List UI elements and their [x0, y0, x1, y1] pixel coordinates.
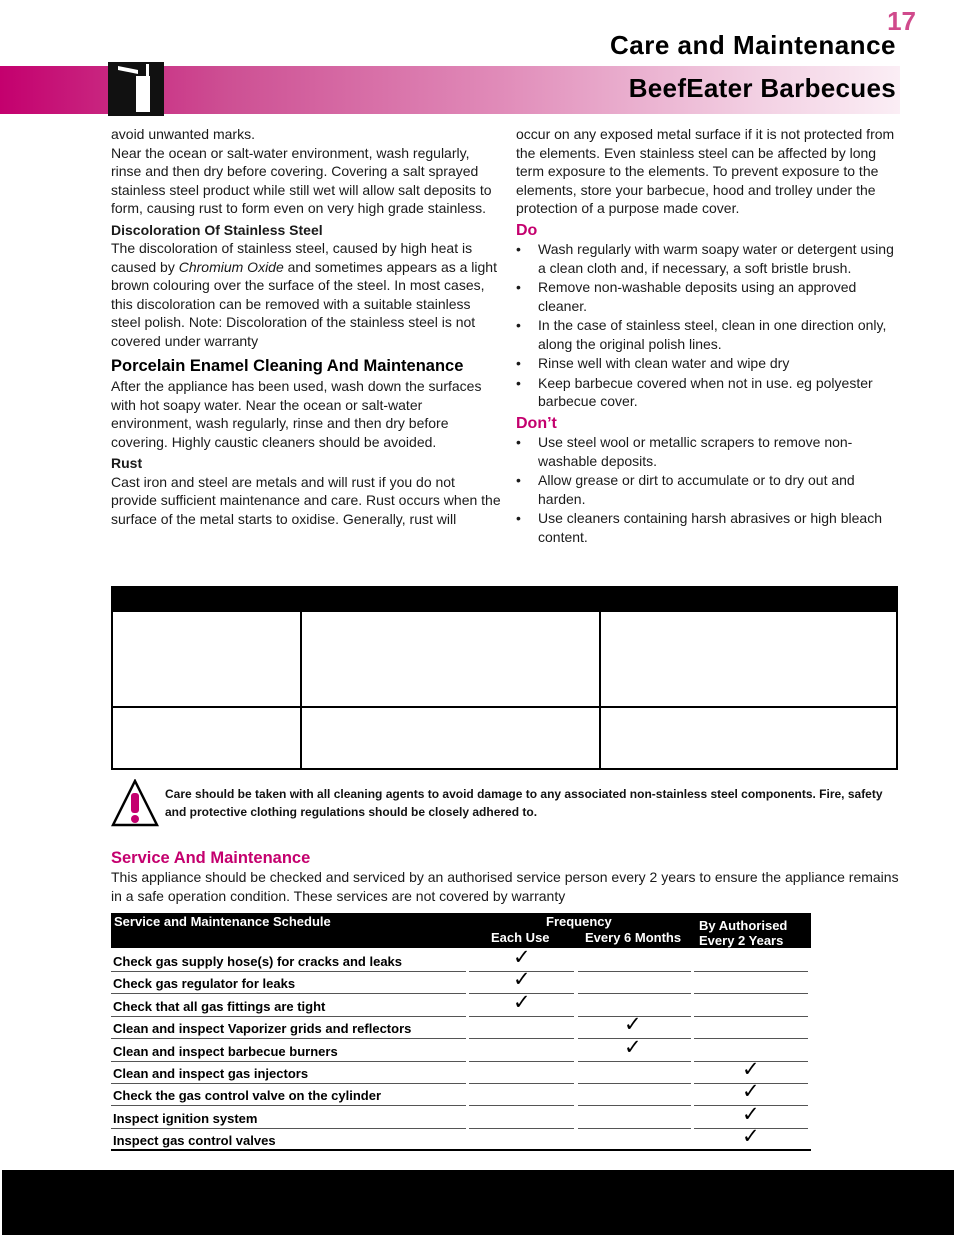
checkmark-icon: ✓	[513, 989, 531, 1014]
porcelain-text: After the appliance has been used, wash down the surfaces with hot soapy water. Near the ocean or salt-water environment, wash regularly, rinse and then dry before covering. Highly caustic cleaners should be avoided.	[111, 378, 482, 450]
paragraph: occur on any exposed metal surface if it is not protected from the elements. Even stainless steel can be affected by long term exposure to the elements. To prevent exposure to the elements, store your barbecue, hood and trolley under the protection of a purpose made cover.	[516, 126, 895, 216]
table-row	[111, 1034, 811, 1062]
task-label: Check gas regulator for leaks	[113, 976, 296, 992]
schedule-title: Service and Maintenance Schedule	[114, 914, 331, 929]
service-text: This appliance should be checked and serviced by an authorised service person every 2 years to ensure the appliance remains in a safe operation condition. These services are not covered by warranty	[111, 869, 899, 904]
left-column	[111, 125, 501, 528]
warning-text: Care should be taken with all cleaning agents to avoid damage to any associated non-stainless steel components. Fire, safety and protective clothing regulations should be closely adhered to.	[165, 787, 883, 819]
col-authorised: By Authorised	[699, 918, 788, 933]
list-item: • Use cleaners containing harsh abrasives or high bleach content.	[516, 509, 900, 546]
tool-icon	[108, 62, 164, 116]
task-label: Check that all gas fittings are tight	[113, 998, 326, 1014]
task-label: Check gas supply hose(s) for cracks and leaks	[113, 954, 403, 969]
table-row	[111, 1079, 811, 1106]
checkmark-icon: ✓	[742, 1079, 760, 1104]
table-bottom-rule	[111, 1149, 811, 1151]
checkmark-icon: ✓	[513, 967, 531, 992]
cleaning-table	[111, 586, 898, 770]
task-label: Inspect gas control valves	[113, 1133, 276, 1149]
paragraph: avoid unwanted marks.	[111, 126, 255, 142]
discoloration-heading: Discoloration Of Stainless Steel	[111, 221, 323, 238]
task-label: Check the gas control valve on the cylinder	[113, 1088, 382, 1104]
schedule-table	[111, 913, 811, 1151]
page-number: 17	[887, 6, 916, 36]
exclamation-icon	[111, 779, 159, 827]
list-item: • In the case of stainless steel, clean in one direction only, along the original polish lines.	[516, 316, 900, 353]
table-row	[111, 1057, 811, 1084]
table-row	[111, 967, 811, 994]
col-each-use: Each Use	[491, 930, 550, 945]
frequency-label: Frequency	[546, 914, 612, 929]
warning-icon	[111, 779, 159, 827]
table-row	[111, 1012, 811, 1039]
list-item: • Allow grease or dirt to accumulate or to dry out and harden.	[516, 471, 900, 508]
checkmark-icon: ✓	[513, 945, 531, 969]
table-row	[111, 1101, 811, 1129]
task-label: Clean and inspect Vaporizer grids and reflectors	[113, 1021, 412, 1037]
checkmark-icon: ✓	[742, 1057, 760, 1081]
table-divider	[113, 706, 896, 708]
table-row	[111, 1124, 811, 1151]
dont-list	[516, 433, 900, 546]
checkmark-icon: ✓	[742, 1124, 760, 1149]
checkmark-icon: ✓	[742, 1101, 760, 1126]
table-row	[111, 945, 811, 972]
col-two-years: Every 2 Years	[699, 933, 784, 948]
table-row	[111, 989, 811, 1017]
table-divider	[300, 612, 302, 768]
do-list	[516, 240, 900, 411]
paragraph: Near the ocean or salt-water environment, wash regularly, rinse and then dry before covering. Covering a salt sprayed stainless steel product while still wet will allow salt deposits to form, causing rust to form even on very high grade stainless.	[111, 144, 492, 216]
task-label: Clean and inspect gas injectors	[113, 1066, 309, 1081]
do-heading: Do	[516, 221, 538, 239]
brand-title: BeefEater Barbecues	[628, 73, 896, 103]
list-item: • Keep barbecue covered when not in use. eg polyester barbecue cover.	[516, 374, 900, 411]
checkmark-icon: ✓	[624, 1034, 642, 1059]
task-label: Clean and inspect barbecue burners	[113, 1043, 338, 1059]
right-column	[516, 125, 900, 547]
discoloration-text: The discoloration of stainless steel, caused by high heat is caused by Chromium Oxide and sometimes appears as a light brown colouring over the surface of the steel. In most cases, this discoloration can be removed with a suitable stainless steel polish. Note: Discoloration of the stainless steel is not covered under warranty	[111, 240, 497, 349]
table-header-bar	[113, 588, 896, 612]
footer-bar	[2, 1170, 954, 1235]
list-item: • Remove non-washable deposits using an approved cleaner.	[516, 278, 900, 315]
rust-heading: Rust	[111, 455, 143, 471]
list-item: • Wash regularly with warm soapy water or detergent using a clean cloth and, if necessary, a soft bristle brush.	[516, 240, 900, 277]
service-heading: Service And Maintenance	[111, 849, 311, 867]
section-tab-icon	[108, 62, 164, 116]
porcelain-heading: Porcelain Enamel Cleaning And Maintenance	[111, 357, 464, 375]
col-six-months: Every 6 Months	[585, 930, 682, 945]
task-label: Inspect ignition system	[113, 1110, 258, 1126]
checkmark-icon: ✓	[624, 1012, 642, 1037]
page-title: Care and Maintenance	[610, 30, 896, 60]
table-divider	[599, 612, 601, 768]
list-item: • Use steel wool or metallic scrapers to remove non-washable deposits.	[516, 433, 900, 470]
dont-heading: Don’t	[516, 414, 557, 432]
rust-text: Cast iron and steel are metals and will rust if you do not provide sufficient maintenance and care. Rust occurs when the surface of the metal starts to oxidise. Generally, rust will	[111, 473, 501, 527]
list-item: • Rinse well with clean water and wipe dry	[516, 354, 900, 373]
